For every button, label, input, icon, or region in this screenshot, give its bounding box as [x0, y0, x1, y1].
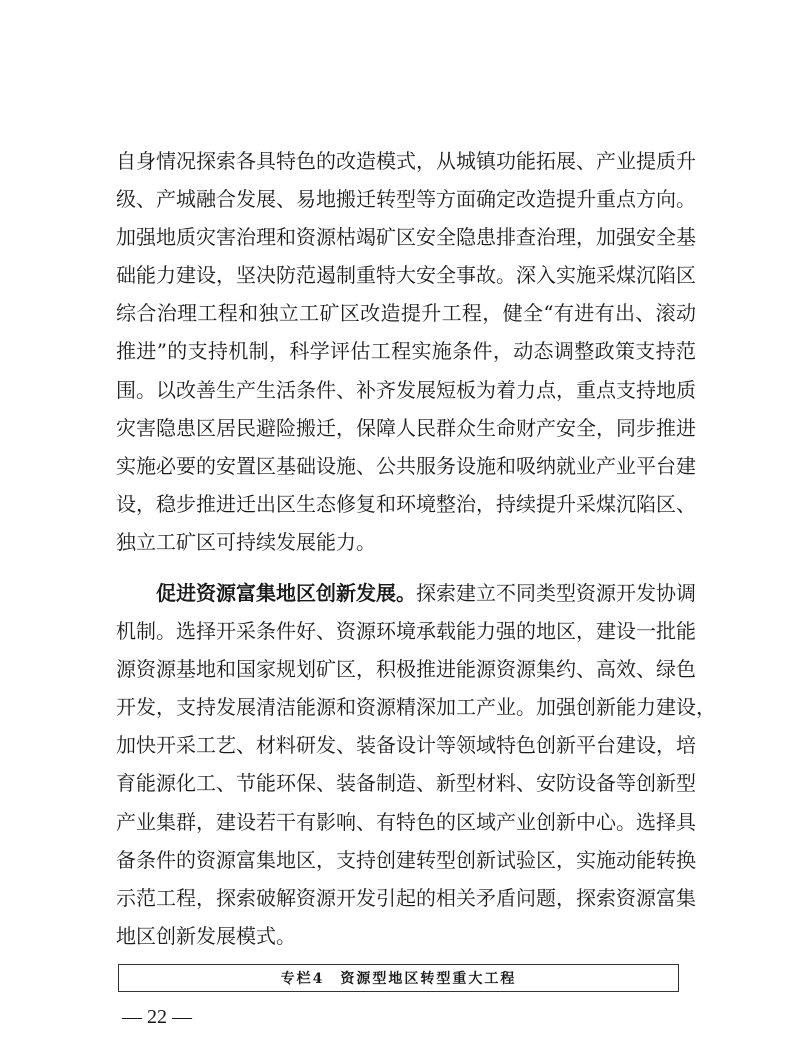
column-box	[118, 964, 679, 992]
paragraph-first-line-text: 探索建立不同类型资源开发协调	[416, 581, 696, 605]
paragraph-first-line	[116, 574, 696, 612]
text-line: 加强地质灾害治理和资源枯竭矿区安全隐患排查治理，加强安全基	[116, 225, 696, 250]
text-line: 级、产城融合发展、易地搬迁转型等方面确定改造提升重点方向。	[116, 187, 696, 212]
text-line: 础能力建设，坚决防范遏制重特大安全事故。深入实施采煤沉陷区	[116, 263, 696, 288]
text-line: 示范工程，探索破解资源开发引起的相关矛盾问题，探索资源富集	[116, 885, 696, 910]
text-line: 地区创新发展模式。	[116, 923, 296, 948]
text-line: 备条件的资源富集地区，支持创建转型创新试验区，实施动能转换	[116, 847, 696, 872]
text-line: 自身情况探索各具特色的改造模式，从城镇功能拓展、产业提质升	[116, 149, 696, 173]
text-line: 源资源基地和国家规划矿区，积极推进能源资源集约、高效、绿色	[116, 657, 696, 682]
text-line: 灾害隐患区居民避险搬迁，保障人民群众生命财产安全，同步推进	[116, 415, 696, 440]
paragraph-lead-heading: 促进资源富集地区创新发展。	[156, 581, 416, 605]
text-line: 开发，支持发展清洁能源和资源精深加工产业。加强创新能力建设，	[116, 695, 716, 720]
paragraph-resource-rich-innovation	[116, 574, 716, 955]
text-line: 综合治理工程和独立工矿区改造提升工程，健全“有进有出、滚动	[116, 301, 696, 326]
text-line: 加快开采工艺、材料研发、装备设计等领域特色创新平台建设，培	[116, 733, 696, 758]
text-line: 产业集群，建设若干有影响、有特色的区域产业创新中心。选择具	[116, 809, 696, 834]
text-line: 独立工矿区可持续发展能力。	[116, 529, 376, 554]
text-line: 围。以改善生产生活条件、补齐发展短板为着力点，重点支持地质	[116, 377, 696, 402]
page-number: — 22 —	[122, 1006, 192, 1028]
text-line: 机制。选择开采条件好、资源环境承载能力强的地区，建设一批能	[116, 619, 696, 644]
paragraph-resource-depleted-areas	[116, 142, 696, 561]
text-line: 推进”的支持机制，科学评估工程实施条件，动态调整政策支持范	[116, 339, 696, 364]
text-line: 实施必要的安置区基础设施、公共服务设施和吸纳就业产业平台建	[116, 453, 696, 478]
column-box-title: 专栏4 资源型地区转型重大工程	[280, 971, 517, 987]
text-line: 育能源化工、节能环保、装备制造、新型材料、安防设备等创新型	[116, 771, 696, 796]
text-line: 设，稳步推进迁出区生态修复和环境整治，持续提升采煤沉陷区、	[116, 491, 696, 516]
